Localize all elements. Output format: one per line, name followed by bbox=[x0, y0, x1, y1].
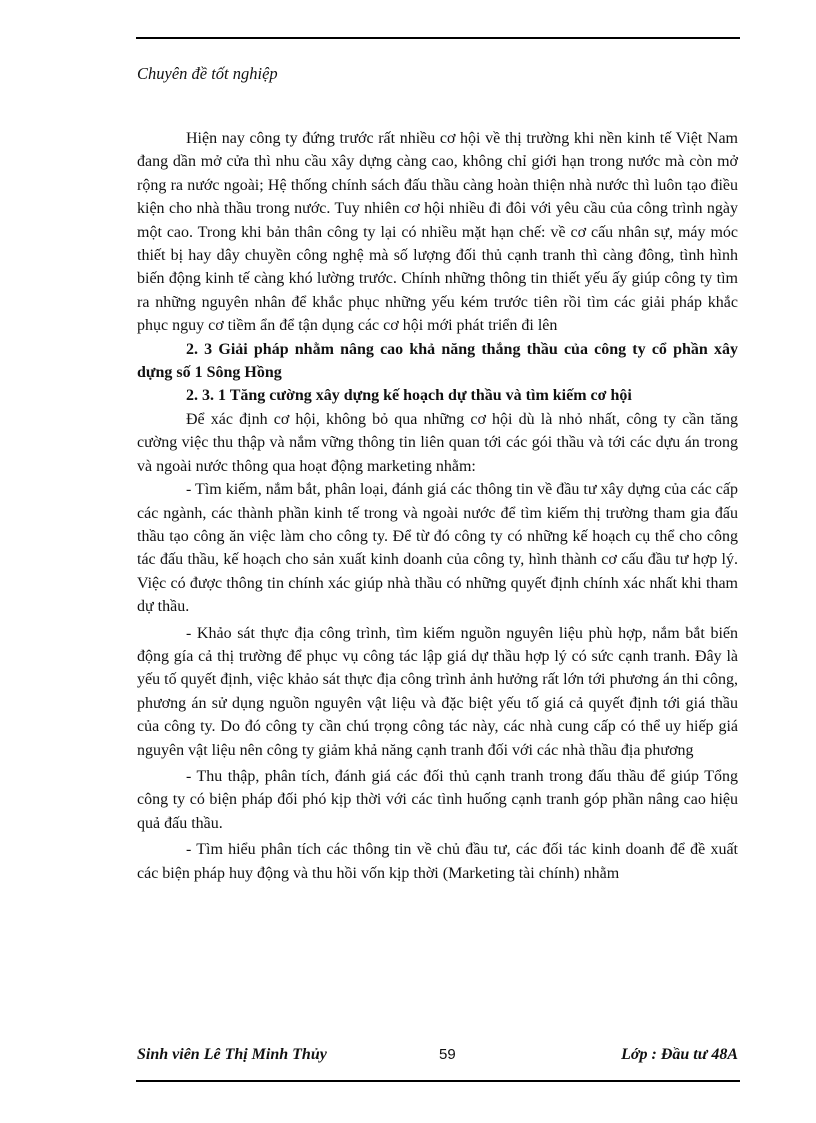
paragraph-intro: Hiện nay công ty đứng trước rất nhiều cơ hội về thị trường khi nền kinh tế Việt Nam đang dần mở cửa thì nhu cầu xây dựng càng cao, không chỉ giới hạn trong nước mà còn mở rộng ra nước ngoài; Hệ thống chính sách đấu thầu càng hoàn thiện nhà nước thì luôn tạo điều kiện cho nhà thầu trong nước. Tuy nhiên cơ hội nhiều đi đôi với yêu cầu của công trình ngày một cao. Trong khi bản thân công ty lại có nhiều mặt hạn chế: về cơ cấu nhân sự, máy móc thiết bị hay dây chuyền công nghệ mà số lượng đối thủ cạnh tranh thì càng đông, tình hình biến động kinh tế càng khó lường trước. Chính những thông tin thiết yếu ấy giúp công ty tìm ra những nguyên nhân để khắc phục những yếu kém trước tiên rồi tìm các giải pháp khắc phục nguy cơ tiềm ẩn để tận dụng các cơ hội mới phát triển đi lên bbox=[137, 130, 738, 335]
footer-student-name: Sinh viên Lê Thị Minh Thủy bbox=[137, 1046, 327, 1063]
paragraph-opportunity: Để xác định cơ hội, không bỏ qua những cơ hội dù là nhỏ nhất, công ty cần tăng cường việc thu thập và nắm vững thông tin liên quan tới các gói thầu và tới các dựu án trong và ngoài nước thông qua hoạt động marketing nhằm: bbox=[137, 410, 738, 475]
document-footer bbox=[137, 1046, 738, 1070]
paragraph-bullet-search: - Tìm kiếm, nắm bắt, phân loại, đánh giá các thông tin về đầu tư xây dựng của các cấp các ngành, các thành phần kinh tế trong và ngoài nước để tìm kiếm thị trường tham gia đấu thầu tạo công ăn việc làm cho công ty. Để từ đó công ty có những kế hoạch cụ thể cho công tác đấu thầu, kế hoạch cho sản xuất kinh doanh của công ty, hình thành cơ cấu đầu tư hợp lý. Việc có được thông tin chính xác giúp nhà thầu có những quyết định chính xác nhất khi tham dự thầu. bbox=[137, 481, 738, 616]
document-body bbox=[137, 127, 738, 885]
paragraph-bullet-investors: - Tìm hiểu phân tích các thông tin về chủ đầu tư, các đối tác kinh doanh để đề xuất các biện pháp huy động và thu hồi vốn kịp thời (Marketing tài chính) nhằm bbox=[137, 841, 738, 882]
section-heading-2-3: 2. 3 Giải pháp nhằm nâng cao khả năng thắng thầu của công ty cổ phần xây dựng số 1 Sông Hồng bbox=[137, 340, 738, 382]
paragraph-bullet-survey: - Khảo sát thực địa công trình, tìm kiếm nguồn nguyên liệu phù hợp, nắm bắt biến động gía cả thị trường để phục vụ công tác lập giá dự thầu hợp lý có sức cạnh tranh. Đây là yếu tố quyết định, việc khảo sát thực địa công trình ảnh hưởng rất lớn tới phương án thi công, phương án sử dụng nguồn nguyên vật liệu và đặc biệt yếu tố giá cả quyết định tới giá thầu của công ty. Do đó công ty cần chú trọng công tác này, các nhà cung cấp có thể uy hiếp giá nguyên vật liệu nên công ty giảm khả năng cạnh tranh đối với các nhà thầu địa phương bbox=[137, 624, 738, 759]
header-rule bbox=[136, 37, 740, 39]
paragraph-bullet-competitors: - Thu thập, phân tích, đánh giá các đối thủ cạnh tranh trong đấu thầu để giúp Tổng công ty có biện pháp đối phó kịp thời với các tình huống cạnh tranh góp phần nâng cao hiệu quả đấu thầu. bbox=[137, 767, 738, 832]
footer-rule bbox=[136, 1080, 740, 1082]
section-heading-2-3-1: 2. 3. 1 Tăng cường xây dựng kế hoạch dự thầu và tìm kiếm cơ hội bbox=[186, 387, 632, 405]
document-header-title: Chuyên đề tốt nghiệp bbox=[137, 64, 278, 83]
footer-class-label: Lớp : Đầu tư 48A bbox=[621, 1046, 738, 1063]
page-number: 59 bbox=[439, 1046, 456, 1063]
